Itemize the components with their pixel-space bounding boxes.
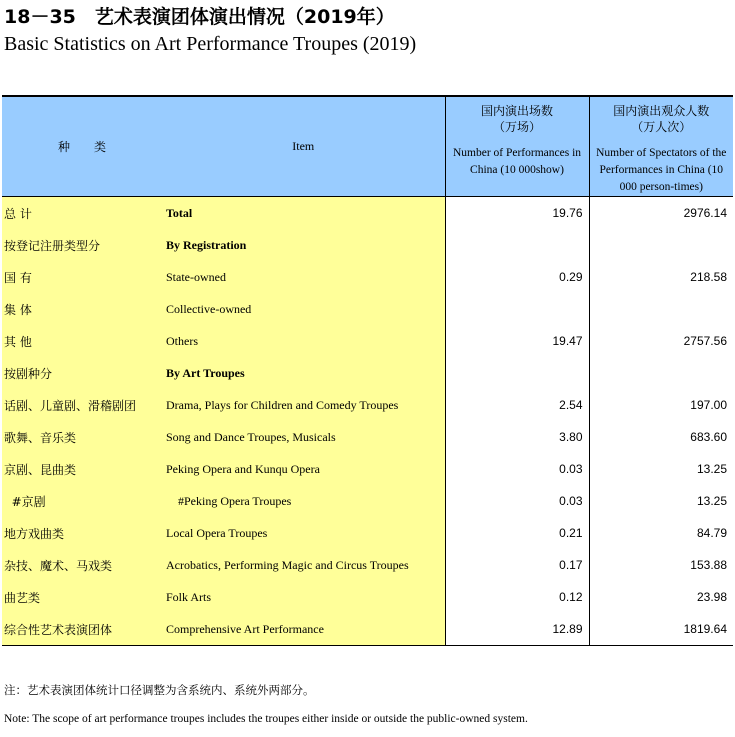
table-row	[2, 293, 733, 325]
page-title-english: Basic Statistics on Art Performance Troupes (2019)	[4, 33, 417, 55]
row-spectators-value: 197.00	[589, 389, 733, 421]
statistics-table	[2, 95, 733, 646]
row-performances-value	[445, 293, 589, 325]
row-label-en: Folk Arts	[162, 581, 445, 613]
row-performances-value: 19.76	[445, 197, 589, 230]
row-label-cn: #京剧	[2, 485, 162, 517]
table-row	[2, 389, 733, 421]
table-row	[2, 485, 733, 517]
row-label-cn: 综合性艺术表演团体	[2, 613, 162, 646]
table-row	[2, 357, 733, 389]
page-title-chinese: 18－35 艺术表演团体演出情况（2019年）	[4, 6, 395, 28]
row-performances-value	[445, 229, 589, 261]
row-spectators-value: 1819.64	[589, 613, 733, 646]
row-label-cn: 集 体	[2, 293, 162, 325]
row-performances-value: 3.80	[445, 421, 589, 453]
table-row	[2, 549, 733, 581]
row-spectators-value: 13.25	[589, 453, 733, 485]
table-row	[2, 325, 733, 357]
table-row	[2, 613, 733, 646]
header-spectators-cn: 国内演出观众人数（万人次）	[613, 104, 710, 134]
row-label-cn: 曲艺类	[2, 581, 162, 613]
row-performances-value: 2.54	[445, 389, 589, 421]
table-row	[2, 517, 733, 549]
row-label-cn: 其 他	[2, 325, 162, 357]
row-label-en: #Peking Opera Troupes	[162, 485, 445, 517]
row-label-cn: 歌舞、音乐类	[2, 421, 162, 453]
row-spectators-value: 2757.56	[589, 325, 733, 357]
row-spectators-value	[589, 229, 733, 261]
row-performances-value: 0.03	[445, 453, 589, 485]
row-spectators-value: 153.88	[589, 549, 733, 581]
row-label-en: Others	[162, 325, 445, 357]
row-label-en: State-owned	[162, 261, 445, 293]
header-performances-en: Number of Performances in China (10 000show)	[452, 147, 582, 176]
row-label-en: Comprehensive Art Performance	[162, 613, 445, 646]
row-label-en: Total	[162, 197, 445, 230]
table-row	[2, 421, 733, 453]
table-row	[2, 261, 733, 293]
row-performances-value: 0.21	[445, 517, 589, 549]
row-label-cn: 按登记注册类型分	[2, 229, 162, 261]
row-label-cn: 国 有	[2, 261, 162, 293]
row-label-en: Drama, Plays for Children and Comedy Troupes	[162, 389, 445, 421]
row-label-cn: 京剧、昆曲类	[2, 453, 162, 485]
header-spectators	[589, 96, 733, 197]
row-spectators-value: 683.60	[589, 421, 733, 453]
row-label-cn: 按剧种分	[2, 357, 162, 389]
row-spectators-value: 84.79	[589, 517, 733, 549]
row-label-en: Local Opera Troupes	[162, 517, 445, 549]
row-spectators-value	[589, 293, 733, 325]
header-category-cn: 种 类	[2, 96, 162, 197]
footnote-english: Note: The scope of art performance troupes includes the troupes either inside or outside the public-owned system.	[4, 713, 528, 725]
table-row	[2, 197, 733, 230]
row-label-en: By Registration	[162, 229, 445, 261]
row-label-en: Song and Dance Troupes, Musicals	[162, 421, 445, 453]
row-performances-value	[445, 357, 589, 389]
table-header-row	[2, 96, 733, 197]
header-item-en: Item	[162, 96, 445, 197]
header-performances	[445, 96, 589, 197]
row-performances-value: 0.12	[445, 581, 589, 613]
row-label-cn: 总 计	[2, 197, 162, 230]
row-spectators-value: 218.58	[589, 261, 733, 293]
row-performances-value: 12.89	[445, 613, 589, 646]
row-label-en: Collective-owned	[162, 293, 445, 325]
row-spectators-value: 23.98	[589, 581, 733, 613]
footnote-chinese: 注：艺术表演团体统计口径调整为含系统内、系统外两部分。	[4, 683, 315, 697]
row-performances-value: 0.03	[445, 485, 589, 517]
table-row	[2, 581, 733, 613]
header-spectators-en: Number of Spectators of the Performances in China (10 000 person-times)	[596, 147, 727, 193]
table-row	[2, 229, 733, 261]
row-label-cn: 地方戏曲类	[2, 517, 162, 549]
row-spectators-value: 2976.14	[589, 197, 733, 230]
row-label-cn: 杂技、魔术、马戏类	[2, 549, 162, 581]
row-performances-value: 0.17	[445, 549, 589, 581]
row-label-en: Acrobatics, Performing Magic and Circus Troupes	[162, 549, 445, 581]
row-label-en: Peking Opera and Kunqu Opera	[162, 453, 445, 485]
row-performances-value: 0.29	[445, 261, 589, 293]
row-performances-value: 19.47	[445, 325, 589, 357]
table-row	[2, 453, 733, 485]
row-spectators-value: 13.25	[589, 485, 733, 517]
header-performances-cn: 国内演出场数（万场）	[480, 104, 553, 134]
row-label-cn: 话剧、儿童剧、滑稽剧团	[2, 389, 162, 421]
row-label-en: By Art Troupes	[162, 357, 445, 389]
row-spectators-value	[589, 357, 733, 389]
